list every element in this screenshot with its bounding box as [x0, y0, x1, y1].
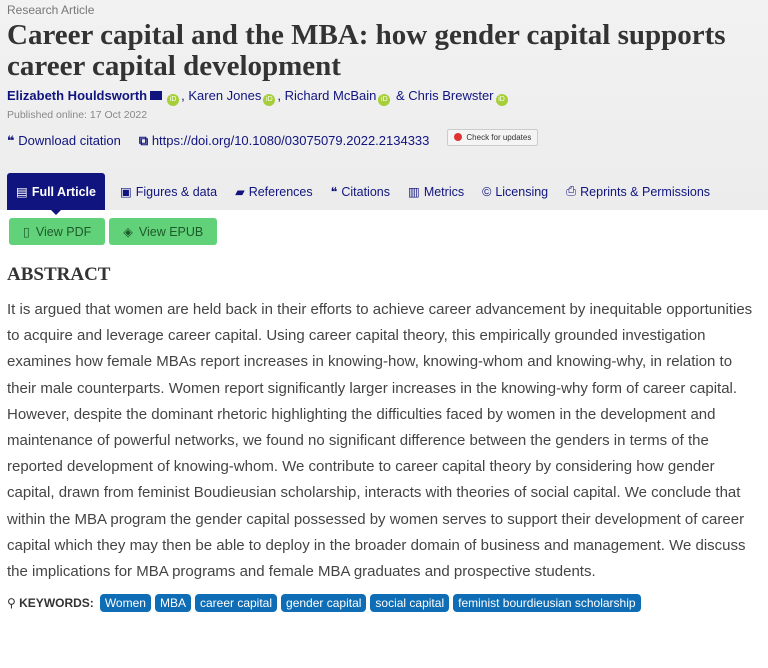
tab-metrics[interactable]: [399, 173, 473, 210]
article-title: Career capital and the MBA: how gender capital supports career capital development: [7, 19, 726, 82]
tab-label: Metrics: [423, 184, 465, 199]
view-pdf-label: View PDF: [35, 224, 92, 239]
keyword-chip[interactable]: gender capital: [281, 594, 366, 612]
quote-icon: ❝: [7, 133, 15, 148]
author-list: Elizabeth Houldsworth iD , Karen Jones iD , Richard McBain iD & Chris Brewster iD: [7, 88, 761, 106]
tab-reprints[interactable]: [557, 173, 719, 210]
orcid-icon[interactable]: iD: [167, 94, 179, 106]
tab-label: References: [248, 184, 313, 199]
article-header: [0, 0, 768, 210]
tab-figures[interactable]: [111, 173, 226, 210]
abstract-text: It is argued that women are held back in their efforts to achieve career advancement by inequitable opportunities to acquire and leverage career capital. Using career capital theory, this empirically grounded investigation examines how female MBAs report increases in knowing-how, knowing-whom and knowing-why, in relation to their male counterparts. Women report significantly larger increases in the knowing-why form of career capital. However, despite the dominant rhetoric highlighting the difficulties faced by women in the development and maintenance of powerful networks, we found no significant difference between the genders in terms of the reported development of knowing-whom. We contribute to career capital theory by considering how gender capital, drawn from feminist Boudieusian scholarship, interacts with theories of social capital. We conclude that within the MBA program the gender capital possessed by women serves to support their development of career capital which they may then be able to deploy in the broader domain of business and management. We discuss the implications for MBA programs and female MBA graduates and prospective students.: [7, 301, 753, 581]
keyword-chip[interactable]: Women: [100, 594, 151, 612]
pdf-icon: ▯: [23, 225, 30, 239]
view-epub-button[interactable]: [109, 218, 217, 245]
book-icon: ▰: [235, 185, 245, 199]
view-pdf-button[interactable]: [9, 218, 105, 245]
external-link-icon: ⧉: [138, 133, 149, 148]
keywords: [7, 594, 762, 612]
keywords-label-text: KEYWORDS:: [19, 596, 94, 611]
tab-label: Licensing: [495, 184, 549, 199]
tab-label: Figures & data: [135, 184, 218, 199]
orcid-icon[interactable]: iD: [496, 94, 508, 106]
epub-icon: ◈: [123, 225, 133, 239]
doi-link[interactable]: [139, 133, 430, 149]
keyword-chip[interactable]: MBA: [155, 594, 191, 612]
tab-full-article[interactable]: [7, 173, 105, 210]
tab-label: Full Article: [31, 184, 96, 199]
download-citation-link[interactable]: [7, 133, 121, 149]
view-epub-label: View EPUB: [138, 224, 204, 239]
tab-licensing[interactable]: [473, 173, 557, 210]
keywords-label: [7, 596, 94, 610]
search-icon: ⚲: [7, 596, 16, 611]
check-for-updates-button[interactable]: [447, 129, 538, 146]
article-tabs: [7, 173, 768, 210]
crossmark-icon: [454, 133, 462, 141]
tab-citations[interactable]: [322, 173, 399, 210]
tab-label: Reprints & Permissions: [580, 184, 711, 199]
doi-label: https://doi.org/10.1080/03075079.2022.2134333: [151, 133, 430, 148]
document-icon: ▤: [16, 185, 28, 199]
check-updates-label: Check for updates: [466, 132, 532, 142]
quote-icon: ❝: [330, 185, 338, 199]
orcid-icon[interactable]: iD: [378, 94, 390, 106]
keyword-chip[interactable]: social capital: [370, 594, 449, 612]
keyword-chip[interactable]: feminist bourdieusian scholarship: [453, 594, 640, 612]
article-type: Research Article: [7, 3, 95, 17]
copyright-icon: ©: [482, 184, 492, 199]
email-icon[interactable]: [150, 91, 162, 100]
abstract-heading: ABSTRACT: [7, 264, 111, 285]
author-link[interactable]: Chris Brewster: [408, 88, 494, 103]
download-citation-label: Download citation: [18, 133, 121, 148]
bar-chart-icon: ▥: [408, 185, 420, 199]
orcid-icon[interactable]: iD: [263, 94, 275, 106]
tab-references[interactable]: [226, 173, 322, 210]
author-link[interactable]: Richard McBain: [284, 88, 377, 103]
tab-label: Citations: [341, 184, 390, 199]
image-icon: ▣: [119, 185, 132, 199]
author-link[interactable]: Elizabeth Houldsworth: [7, 88, 148, 103]
print-icon: ⎙: [566, 184, 577, 198]
keyword-chip[interactable]: career capital: [195, 594, 277, 612]
published-date: Published online: 17 Oct 2022: [7, 109, 148, 121]
author-link[interactable]: Karen Jones: [188, 88, 262, 103]
